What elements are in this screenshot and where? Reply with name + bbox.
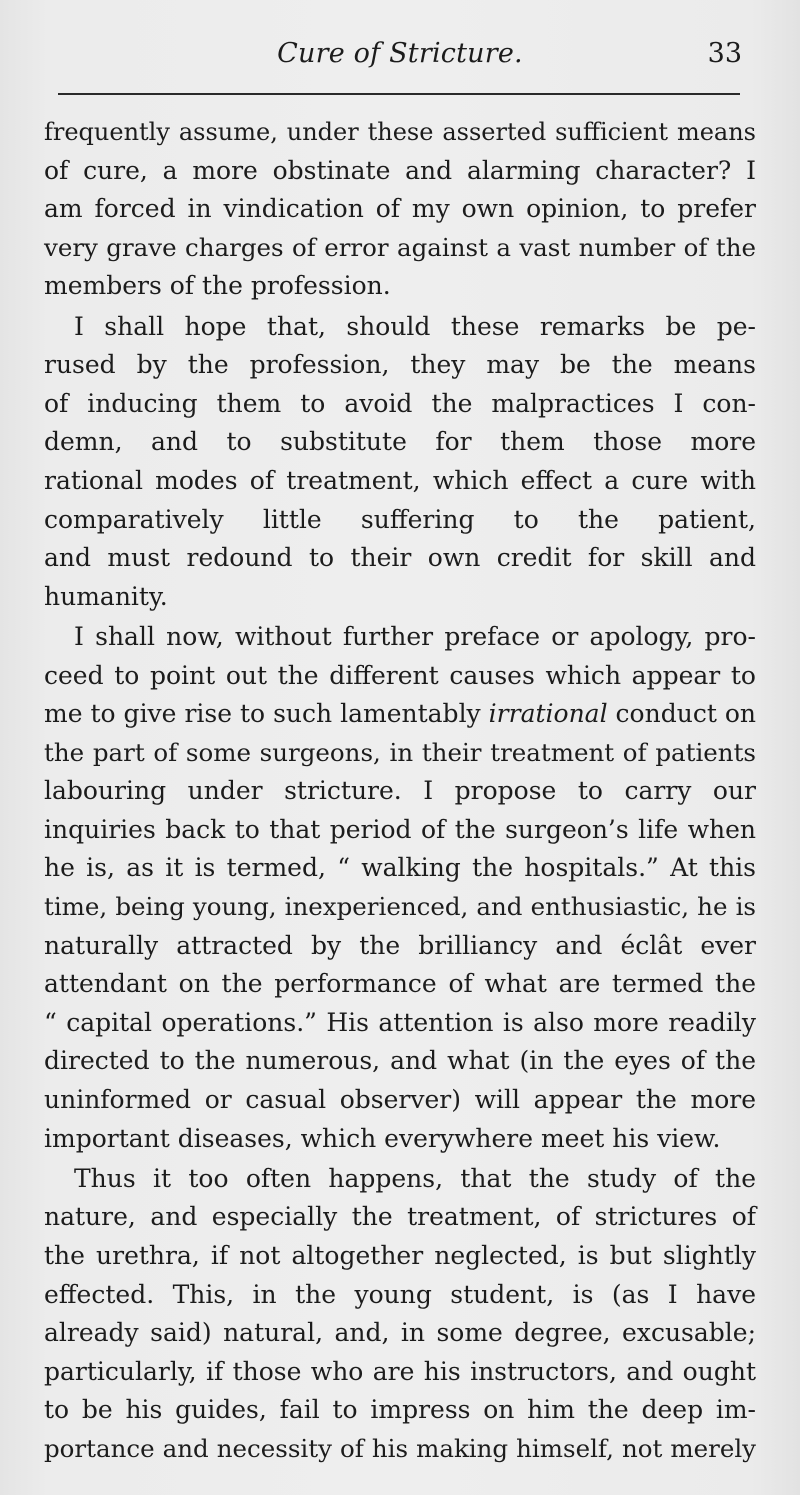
text-line: am forced in vindication of my own opinion, to prefer xyxy=(44,194,756,224)
text-segment: conduct on xyxy=(607,699,756,729)
text-line: Thus it too often happens, that the study of the xyxy=(74,1163,756,1193)
text-line: members of the profession. xyxy=(44,271,391,301)
running-title: Cure of Stricture. xyxy=(277,38,523,69)
text-line: uninformed or casual observer) will appear the more xyxy=(44,1085,756,1115)
body-text xyxy=(44,113,756,1469)
text-line: I shall hope that, should these remarks be pe- xyxy=(74,311,756,341)
text-line: important diseases, which everywhere meet his view. xyxy=(44,1123,721,1153)
page-number: 33 xyxy=(707,38,742,69)
text-line: rused by the profession, they may be the means xyxy=(44,350,756,380)
text-segment: me to give rise to such lamentably xyxy=(44,699,489,729)
text-line: portance and necessity of his making himself, not merely xyxy=(44,1433,756,1463)
text-line: to be his guides, fail to impress on him the deep im- xyxy=(44,1395,756,1425)
text-line: demn, and to substitute for them those more xyxy=(44,427,756,457)
text-line: nature, and especially the treatment, of strictures of xyxy=(44,1202,756,1232)
text-line: I shall now, without further preface or apology, pro- xyxy=(74,621,756,651)
text-line: humanity. xyxy=(44,581,168,611)
header-rule xyxy=(58,93,740,95)
text-line: comparatively little suffering to the patient, xyxy=(44,504,756,534)
text-line: rational modes of treatment, which effect a cure with xyxy=(44,465,756,495)
paragraph-3 xyxy=(44,618,756,1158)
text-line: very grave charges of error against a vast number of the xyxy=(44,232,756,262)
text-line: the urethra, if not altogether neglected, is but slightly xyxy=(44,1241,756,1270)
text-line: “ capital operations.” His attention is also more readily xyxy=(44,1007,756,1037)
text-line: naturally attracted by the brilliancy and éclât ever xyxy=(44,930,756,960)
running-head xyxy=(0,34,800,74)
paragraph-4 xyxy=(44,1160,756,1469)
text-line: time, being young, inexperienced, and enthusiastic, he is xyxy=(44,892,756,922)
text-line: ceed to point out the different causes which appear to xyxy=(44,660,756,690)
text-line: labouring under stricture. I propose to carry our xyxy=(44,776,756,806)
text-line-with-emphasis xyxy=(44,695,756,734)
text-line: he is, as it is termed, “ walking the hospitals.” At this xyxy=(44,853,756,883)
text-line: attendant on the performance of what are termed the xyxy=(44,969,756,999)
text-line: particularly, if those who are his instructors, and ought xyxy=(44,1356,756,1386)
text-line: and must redound to their own credit for skill and xyxy=(44,543,756,573)
paragraph-2 xyxy=(44,308,756,617)
text-line: of inducing them to avoid the malpractices I con- xyxy=(44,388,756,418)
emphasis-irrational: irrational xyxy=(488,699,608,729)
text-line: effected. This, in the young student, is (as I have xyxy=(44,1279,756,1309)
paragraph-1 xyxy=(44,113,756,306)
text-line: inquiries back to that period of the surgeon’s life when xyxy=(44,814,756,844)
text-line: frequently assume, under these asserted sufficient means xyxy=(44,118,756,146)
text-line: of cure, a more obstinate and alarming character? I xyxy=(44,155,756,185)
text-line: the part of some surgeons, in their treatment of patients xyxy=(44,737,756,767)
text-line: already said) natural, and, in some degree, excusable; xyxy=(44,1318,756,1348)
text-line: directed to the numerous, and what (in the eyes of the xyxy=(44,1046,756,1076)
